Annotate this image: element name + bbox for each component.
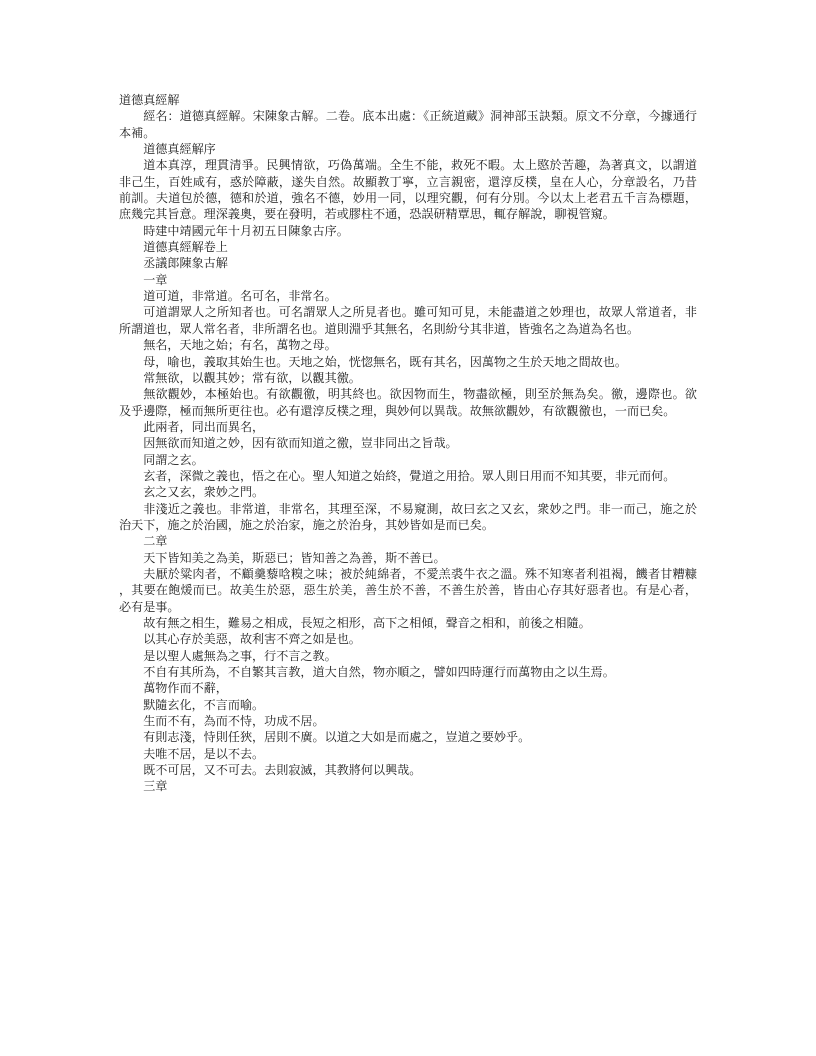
paragraph-ch1-text-6: 玄之又玄，衆妙之門。 xyxy=(143,485,265,500)
paragraph-volume-heading: 道德真經解卷上 xyxy=(143,240,228,255)
paragraph-ch1-commentary-6: 非淺近之義也。非常道，非常名，其理至深，不易窺測，故曰玄之又玄，衆妙之門。非一而己，施之於治天下，施之於治國，施之於治家，施之於治身，其妙皆如是而已矣。 xyxy=(119,501,697,532)
paragraph-ch2-text-6: 夫唯不居，是以不去。 xyxy=(143,746,265,761)
paragraph-ch1-text-2: 無名，天地之始；有名，萬物之母。 xyxy=(143,338,337,353)
paragraph-preface-heading: 道德真經解序 xyxy=(143,142,216,157)
paragraph-ch1-text-1: 道可道，非常道。名可名，非常名。 xyxy=(143,289,337,304)
paragraph-ch1-text-3: 常無欲，以觀其妙；常有欲，以觀其徼。 xyxy=(143,370,361,385)
paragraph-ch2-commentary-2: 以其心存於美惡，故利害不齊之如是也。 xyxy=(143,632,361,647)
paragraph-ch2-commentary-3: 不自有其所為，不自繁其言教，道大自然，物亦順之，譬如四時運行而萬物由之以生焉。 xyxy=(143,665,615,680)
paragraph-ch2-text-2: 故有無之相生，難易之相成，長短之相形，高下之相傾，聲音之相和，前後之相隨。 xyxy=(143,616,591,630)
paragraph-ch2-commentary-1: 夫厭於粱肉者，不顧羹藜唅糗之味；被於純綿者，不愛羔裘牛衣之溫。殊不知寒者利祖褐，饑者甘糟糠，其要在飽煖而已。故美生於惡，惡生於美，善生於不善，不善生於善，皆由心存其好惡者也。有是心者，必有是事。 xyxy=(119,566,697,614)
paragraph-chapter-1-heading: 一章 xyxy=(143,272,168,287)
paragraph-ch1-text-4: 此兩者，同出而異名， xyxy=(143,419,265,434)
paragraph-chapter-2-heading: 二章 xyxy=(143,534,168,549)
paragraph-ch1-commentary-5: 玄者，深微之義也，悟之在心。聖人知道之始終，覺道之用拾。眾人則日用而不知其要，非元而何。 xyxy=(143,468,676,483)
document-text-body xyxy=(119,92,697,795)
paragraph-title: 道德真經解 xyxy=(119,93,180,107)
paragraph-ch1-commentary-4: 因無欲而知道之妙，因有欲而知道之徼，豈非同出之旨哉。 xyxy=(143,436,458,451)
paragraph-ch2-commentary-6: 既不可居，又不可去。去則寂滅，其教將何以興哉。 xyxy=(143,763,422,778)
paragraph-ch2-commentary-4: 默隨玄化，不言而喻。 xyxy=(143,697,265,712)
paragraph-ch2-text-3: 是以聖人處無為之事，行不言之教。 xyxy=(143,648,337,663)
paragraph-chapter-3-heading: 三章 xyxy=(143,779,168,794)
paragraph-ch1-commentary-2: 母，喻也，義取其始生也。天地之始，恍惚無名，既有其名，因萬物之生於天地之間故也。 xyxy=(143,354,627,369)
paragraph-ch2-text-5: 生而不有，為而不恃，功成不居。 xyxy=(143,714,325,729)
paragraph-ch1-commentary-3: 無欲觀妙，本極始也。有欲觀徼，明其終也。欲因物而生，物盡欲極，則至於無為矣。徼，邊際也。欲及乎邊際，極而無所更往也。必有還淳反樸之理，與妙何以異哉。故無欲觀妙，有欲觀徼也，一而已矣。 xyxy=(119,387,697,418)
paragraph-preface-date: 時建中靖國元年十月初五日陳象古序。 xyxy=(143,223,349,238)
paragraph-author-line: 丞議郎陳象古解 xyxy=(143,256,228,271)
paragraph-colophon: 經名：道德真經解。宋陳象古解。二卷。底本出處：《正統道藏》洞神部玉訣類。原文不分章，今據通行本補。 xyxy=(119,109,697,140)
paragraph-ch2-commentary-5: 有則志淺，恃則任狹，居則不廣。以道之大如是而處之，豈道之要妙乎。 xyxy=(143,730,531,745)
paragraph-ch1-text-5: 同謂之玄。 xyxy=(143,452,204,467)
paragraph-ch2-text-1: 天下皆知美之為美，斯惡已；皆知善之為善，斯不善已。 xyxy=(143,550,446,565)
paragraph-ch1-commentary-1: 可道謂眾人之所知者也。可名謂眾人之所見者也。雖可知可見，未能盡道之妙理也，故眾人常道者，非所謂道也，眾人常名者，非所謂名也。道則淵乎其無名，名則紛兮其非道，皆強名之為道為名也。 xyxy=(119,305,697,336)
paragraph-preface-body: 道本真淳，理貫清爭。民興情欲，巧偽萬端。全生不能，救死不暇。太上愍於苦趣，為著真文，以謂道非己生，百姓咸有，惑於障蔽，遂失自然。故顯教丁寧，立言親密，還淳反樸，皇在人心，分章設名，乃昔前訓。夫道包於德，德和於道，強名不德，妙用一同，以理究觀，何有分別。今以太上老君五千言為標題，庶幾完其旨意。理深義奧，要在發明，若或膠柱不通，恐誤研精覃思，輒存解說，聊視管窺。 xyxy=(119,158,697,222)
paragraph-ch2-text-4: 萬物作而不辭， xyxy=(143,681,228,696)
